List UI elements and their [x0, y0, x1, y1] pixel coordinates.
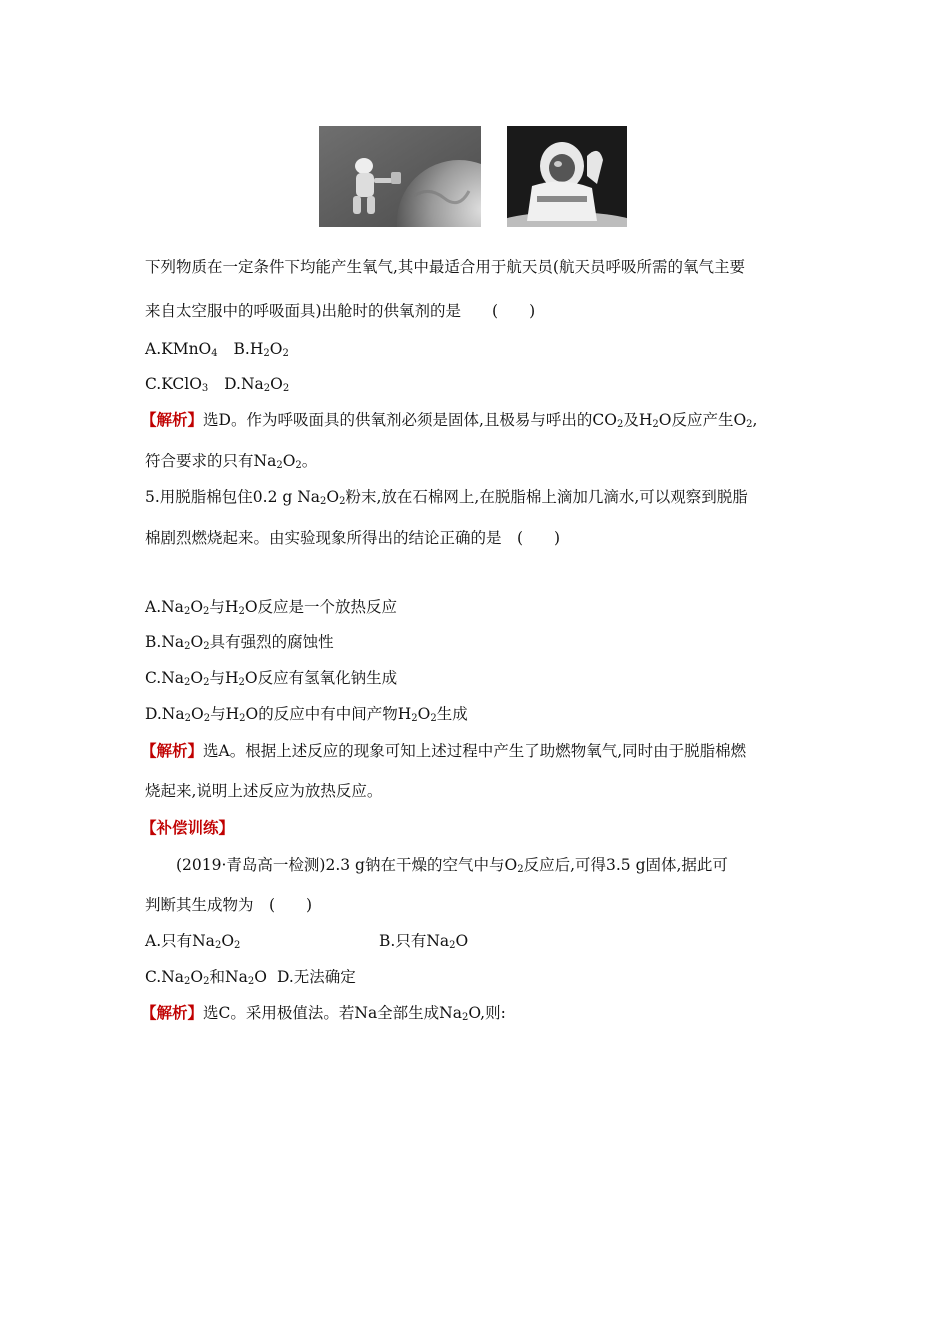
q5-option-a: $A.Na_2O_2$与$H_2O$反应是一个放热反应	[145, 598, 398, 617]
supplement-option-d: D.无法确定	[277, 968, 356, 986]
q5-option-d: $D.Na_2O_2$与$H_2O$的反应中有中间产物$H_2O_2$生成	[145, 705, 468, 724]
supplement-stem-line1: (2019·青岛高一检测)2.3 g钠在干燥的空气中与$O_2$反应后,可得3.5 g固体,据此可	[176, 856, 728, 875]
supplement-option-b: B.只有$Na_2O$	[379, 932, 469, 951]
illustration-row	[0, 126, 950, 228]
q4-analysis-line2: 符合要求的只有$Na_2O_2$。	[145, 452, 318, 471]
supplement-option-c: $C.Na_2O_2$和$Na_2O$	[145, 968, 267, 987]
q4-options-cd	[145, 374, 289, 394]
q4-option-c: C.KClO$_3$	[145, 375, 209, 394]
q4-stem-line2: 来自太空服中的呼吸面具)出舱时的供氧剂的是 ( )	[145, 302, 536, 320]
astronaut-earth-image	[319, 126, 481, 227]
supplement-analysis: 【解析】选C。采用极值法。若Na全部生成$Na_2O$,则:	[141, 1003, 506, 1023]
supplement-stem-line2: 判断其生成物为 ( )	[145, 896, 313, 914]
q5-stem-line1: 5.用脱脂棉包住0.2 g $Na_2O_2$粉末,放在石棉网上,在脱脂棉上滴加几滴水,可以观察到脱脂	[145, 488, 748, 507]
q5-stem-line2: 棉剧烈燃烧起来。由实验现象所得出的结论正确的是 ( )	[145, 529, 561, 547]
q5-option-c: $C.Na_2O_2$与$H_2O$反应有氢氧化钠生成	[145, 669, 398, 688]
analysis-tag: 【解析】	[141, 410, 204, 429]
q5-option-b: $B.Na_2O_2$具有强烈的腐蚀性	[145, 633, 334, 652]
q4-option-a: A.KMnO$_4$	[145, 340, 218, 359]
analysis-tag: 【解析】	[141, 741, 204, 760]
astronaut-waving-image	[507, 126, 627, 227]
supplement-option-a: A.只有$Na_2O_2$	[145, 932, 241, 951]
q5-analysis-line1: 【解析】选A。根据上述反应的现象可知上述过程中产生了助燃物氧气,同时由于脱脂棉燃	[141, 741, 747, 760]
supplement-tag: 【补偿训练】	[141, 818, 235, 837]
q4-options-ab	[145, 339, 289, 359]
q4-analysis-line1: 【解析】选D。作为呼吸面具的供氧剂必须是固体,且极易与呼出的$CO_2$及$H_2O$反应产生$O_2$,	[141, 410, 758, 430]
q5-analysis-line2: 烧起来,说明上述反应为放热反应。	[145, 782, 383, 800]
analysis-tag: 【解析】	[141, 1003, 204, 1022]
q4-option-d: $D.Na_2O_2$	[224, 375, 290, 394]
q4-stem-line1: 下列物质在一定条件下均能产生氧气,其中最适合用于航天员(航天员呼吸所需的氧气主要	[145, 258, 745, 276]
q4-option-b: $B.H_2O_2$	[233, 340, 289, 359]
